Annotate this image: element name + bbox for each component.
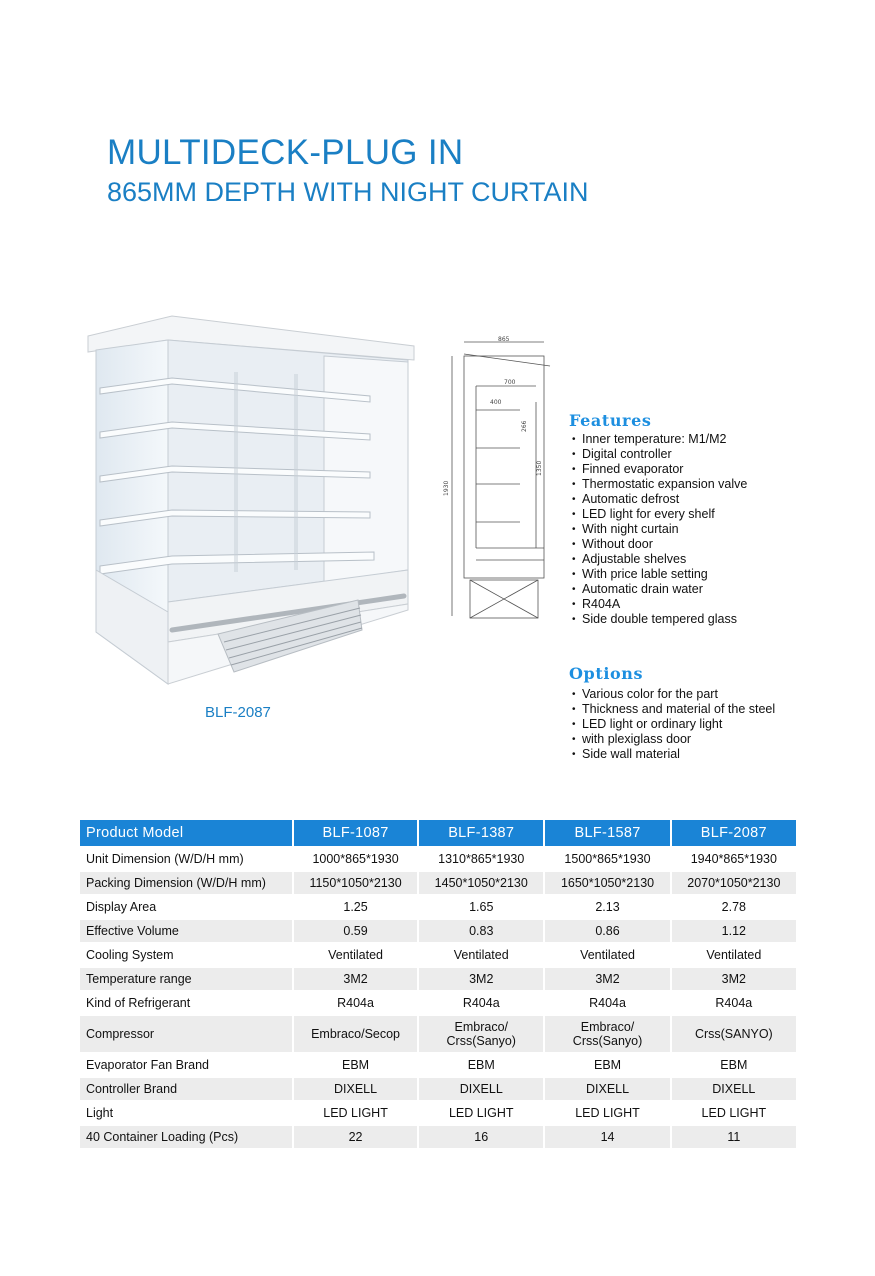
options-item: • LED light or ordinary light xyxy=(572,717,775,732)
table-cell: 1310*865*1930 xyxy=(438,852,525,866)
options-heading: Options xyxy=(569,664,644,683)
table-cell: 1450*1050*2130 xyxy=(419,872,543,894)
row-label: Compressor xyxy=(80,1016,292,1052)
table-cell: EBM xyxy=(720,1058,748,1072)
row-label: Display Area xyxy=(86,900,157,914)
row-label: Packing Dimension (W/D/H mm) xyxy=(80,872,292,894)
table-row xyxy=(80,872,796,894)
table-cell: 1650*1050*2130 xyxy=(545,872,669,894)
table-cell: Ventilated xyxy=(580,948,635,962)
table-cell: LED LIGHT xyxy=(575,1106,640,1120)
table-cell: 3M2 xyxy=(672,968,796,990)
features-item: • Digital controller xyxy=(572,447,747,462)
dim-shelf-label: 400 xyxy=(490,399,502,406)
row-label: Unit Dimension (W/D/H mm) xyxy=(86,852,244,866)
features-item: • Without door xyxy=(572,537,747,552)
table-cell: 14 xyxy=(545,1126,669,1148)
table-cell: 0.59 xyxy=(294,920,417,942)
table-cell: 0.83 xyxy=(419,920,543,942)
dim-display-label: 1350 xyxy=(536,460,543,476)
header-model: BLF-1587 xyxy=(545,820,669,846)
table-cell: 1.65 xyxy=(469,900,494,914)
dim-height-label: 1930 xyxy=(443,480,450,496)
table-cell: 0.86 xyxy=(545,920,669,942)
table-row xyxy=(80,896,796,918)
header-model: BLF-2087 xyxy=(672,820,796,846)
options-item: • Thickness and material of the steel xyxy=(572,702,775,717)
features-item: • Automatic defrost xyxy=(572,492,747,507)
features-item: • With price lable setting xyxy=(572,567,747,582)
table-cell: 1.12 xyxy=(672,920,796,942)
table-row xyxy=(80,968,796,990)
table-cell: 1500*865*1930 xyxy=(564,852,651,866)
table-cell: Crss(SANYO) xyxy=(672,1016,796,1052)
row-label: Controller Brand xyxy=(80,1078,292,1100)
spec-table-header xyxy=(80,820,796,846)
table-row xyxy=(80,920,796,942)
header-product-model: Product Model xyxy=(80,820,292,846)
table-cell: Embraco/ Crss(Sanyo) xyxy=(419,1016,543,1052)
row-label: Temperature range xyxy=(80,968,292,990)
features-item: • R404A xyxy=(572,597,747,612)
row-label: Effective Volume xyxy=(80,920,292,942)
features-item: • Side double tempered glass xyxy=(572,612,747,627)
features-item: • With night curtain xyxy=(572,522,747,537)
features-item: • LED light for every shelf xyxy=(572,507,747,522)
features-item: • Adjustable shelves xyxy=(572,552,747,567)
table-row xyxy=(80,944,796,966)
product-model-caption: BLF-2087 xyxy=(205,704,271,721)
table-cell: Ventilated xyxy=(328,948,384,962)
table-cell: DIXELL xyxy=(294,1078,417,1100)
table-cell: EBM xyxy=(342,1058,370,1072)
row-label: Evaporator Fan Brand xyxy=(86,1058,209,1072)
table-cell: R404a xyxy=(715,996,753,1010)
table-row xyxy=(80,1102,796,1124)
table-cell: 1150*1050*2130 xyxy=(294,872,417,894)
features-item: • Finned evaporator xyxy=(572,462,747,477)
table-cell: LED LIGHT xyxy=(323,1106,388,1120)
page-subtitle: 865MM DEPTH WITH NIGHT CURTAIN xyxy=(107,177,589,207)
table-cell: 2.13 xyxy=(595,900,620,914)
table-cell: R404a xyxy=(462,996,500,1010)
table-cell: Ventilated xyxy=(706,948,762,962)
table-cell: 11 xyxy=(672,1126,796,1148)
table-row xyxy=(80,1016,796,1052)
product-photo xyxy=(84,312,420,688)
options-item: • Side wall material xyxy=(572,747,775,762)
table-cell: EBM xyxy=(467,1058,495,1072)
row-label: Cooling System xyxy=(86,948,174,962)
table-cell: DIXELL xyxy=(672,1078,796,1100)
row-label: 40 Container Loading (Pcs) xyxy=(80,1126,292,1148)
dim-inner-label: 700 xyxy=(504,379,516,386)
table-row xyxy=(80,848,796,870)
table-cell: R404a xyxy=(337,996,374,1010)
table-cell: 3M2 xyxy=(419,968,543,990)
table-cell: 1.25 xyxy=(343,900,368,914)
table-cell: 3M2 xyxy=(294,968,417,990)
table-cell: Embraco/Secop xyxy=(294,1016,417,1052)
table-row xyxy=(80,1126,796,1148)
page-title: MULTIDECK-PLUG IN xyxy=(107,133,464,172)
table-row xyxy=(80,1054,796,1076)
table-row xyxy=(80,1078,796,1100)
features-list xyxy=(572,432,747,627)
table-cell: LED LIGHT xyxy=(448,1106,514,1120)
features-item: • Thermostatic expansion valve xyxy=(572,477,747,492)
header-model: BLF-1087 xyxy=(294,820,417,846)
row-label: Kind of Refrigerant xyxy=(86,996,191,1010)
table-cell: 16 xyxy=(419,1126,543,1148)
spec-table xyxy=(78,818,798,1150)
table-cell: R404a xyxy=(589,996,626,1010)
technical-drawing xyxy=(440,336,560,626)
table-cell: DIXELL xyxy=(545,1078,669,1100)
row-label: Light xyxy=(86,1106,114,1120)
options-item: • Various color for the part xyxy=(572,687,775,702)
options-list xyxy=(572,687,775,762)
features-item: • Inner temperature: M1/M2 xyxy=(572,432,747,447)
dim-width-label: 865 xyxy=(498,336,510,343)
options-item: • with plexiglass door xyxy=(572,732,775,747)
features-item: • Automatic drain water xyxy=(572,582,747,597)
table-cell: 1000*865*1930 xyxy=(312,852,399,866)
table-cell: 2070*1050*2130 xyxy=(672,872,796,894)
table-cell: 22 xyxy=(294,1126,417,1148)
table-cell: Embraco/ Crss(Sanyo) xyxy=(545,1016,669,1052)
features-heading: Features xyxy=(569,411,652,430)
table-cell: Ventilated xyxy=(453,948,509,962)
table-cell: LED LIGHT xyxy=(701,1106,767,1120)
table-cell: EBM xyxy=(593,1058,622,1072)
dim-spacing-label: 266 xyxy=(521,420,528,432)
table-cell: 3M2 xyxy=(545,968,669,990)
table-cell: 2.78 xyxy=(721,900,746,914)
header-model: BLF-1387 xyxy=(419,820,543,846)
table-cell: 1940*865*1930 xyxy=(690,852,777,866)
table-cell: DIXELL xyxy=(419,1078,543,1100)
table-row xyxy=(80,992,796,1014)
